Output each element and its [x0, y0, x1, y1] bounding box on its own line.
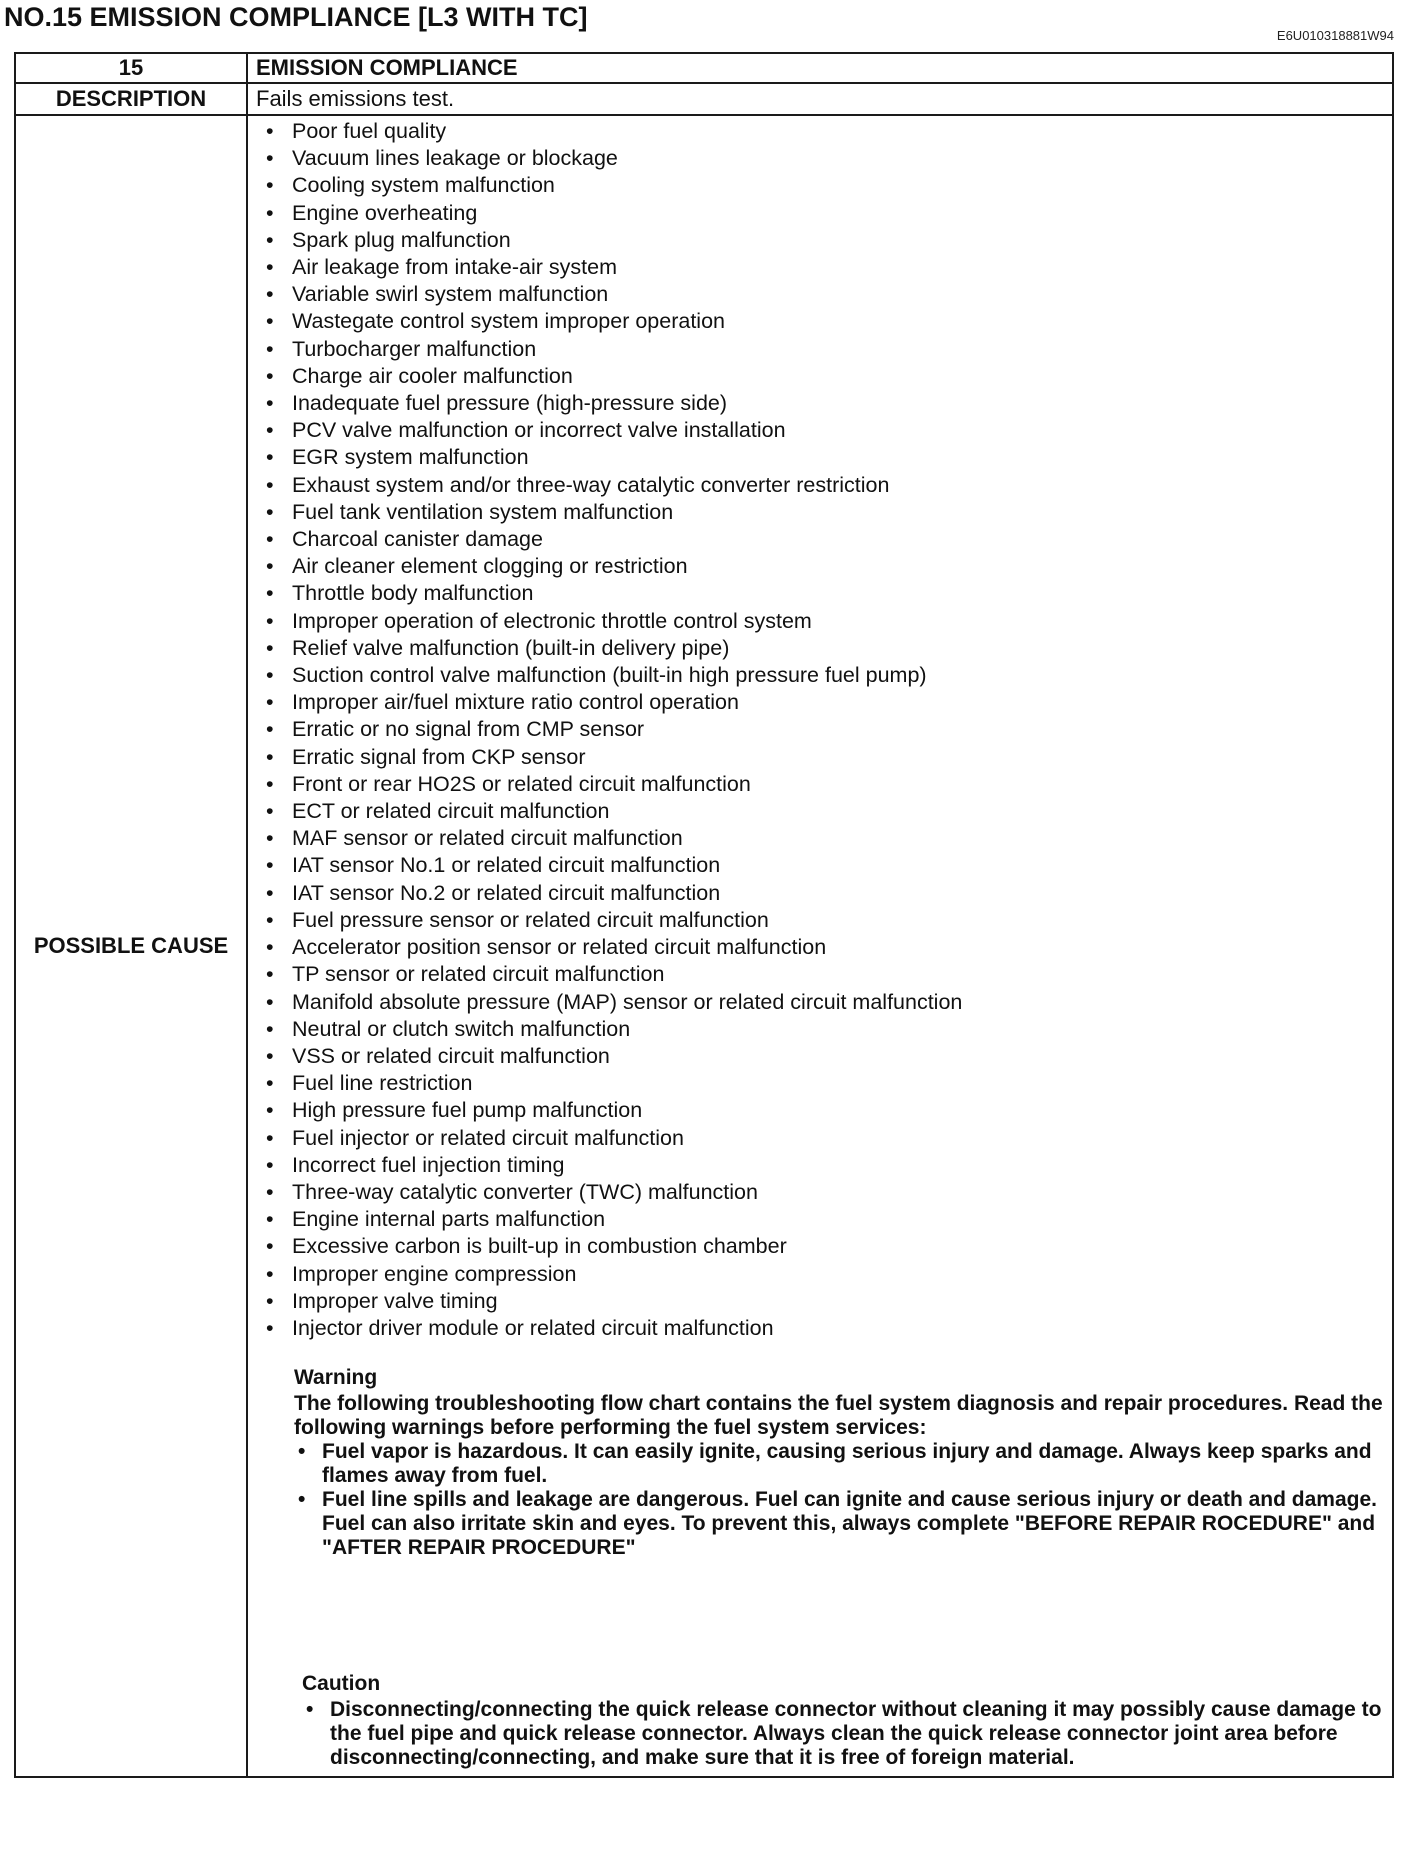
cause-item: • Fuel tank ventilation system malfunction	[256, 499, 1384, 526]
cause-item: • Exhaust system and/or three-way catalytic converter restriction	[256, 472, 1384, 499]
possible-cause-label: POSSIBLE CAUSE	[15, 115, 247, 1777]
cause-item: • Three-way catalytic converter (TWC) malfunction	[256, 1179, 1384, 1206]
warning-block	[294, 1364, 1384, 1560]
cause-item: • Poor fuel quality	[256, 118, 1384, 145]
cause-item: • Variable swirl system malfunction	[256, 281, 1384, 308]
document-code: E6U010318881W94	[1276, 28, 1394, 43]
cause-item: • Manifold absolute pressure (MAP) sensor or related circuit malfunction	[256, 989, 1384, 1016]
cause-item: • Excessive carbon is built-up in combustion chamber	[256, 1233, 1384, 1260]
cause-item: • Wastegate control system improper operation	[256, 308, 1384, 335]
cause-item: • Cooling system malfunction	[256, 172, 1384, 199]
cause-item: • MAF sensor or related circuit malfunction	[256, 825, 1384, 852]
warning-list	[294, 1440, 1384, 1560]
table-header-row	[15, 53, 1393, 83]
cause-item: • IAT sensor No.1 or related circuit malfunction	[256, 852, 1384, 879]
description-text: Fails emissions test.	[247, 83, 1393, 115]
description-row	[15, 83, 1393, 115]
cause-item: • Air leakage from intake-air system	[256, 254, 1384, 281]
cause-item: • Suction control valve malfunction (built-in high pressure fuel pump)	[256, 662, 1384, 689]
cause-item: • Vacuum lines leakage or blockage	[256, 145, 1384, 172]
cause-item: • Engine internal parts malfunction	[256, 1206, 1384, 1233]
cause-item: • Charge air cooler malfunction	[256, 363, 1384, 390]
possible-cause-row	[15, 115, 1393, 1777]
possible-cause-cell	[247, 115, 1393, 1777]
cause-item: • ECT or related circuit malfunction	[256, 798, 1384, 825]
cause-item: • Engine overheating	[256, 200, 1384, 227]
cause-item: • Fuel injector or related circuit malfunction	[256, 1125, 1384, 1152]
troubleshooting-number: 15	[15, 53, 247, 83]
cause-item: • Injector driver module or related circuit malfunction	[256, 1315, 1384, 1342]
cause-item: • Improper air/fuel mixture ratio control operation	[256, 689, 1384, 716]
warning-title: Warning	[294, 1366, 378, 1390]
cause-item: • PCV valve malfunction or incorrect valve installation	[256, 417, 1384, 444]
troubleshooting-table	[14, 52, 1394, 1778]
cause-item: • Charcoal canister damage	[256, 526, 1384, 553]
cause-item: • Throttle body malfunction	[256, 580, 1384, 607]
cause-item: • Fuel line restriction	[256, 1070, 1384, 1097]
cause-item: • Air cleaner element clogging or restriction	[256, 553, 1384, 580]
cause-item: • EGR system malfunction	[256, 444, 1384, 471]
description-label: DESCRIPTION	[15, 83, 247, 115]
troubleshooting-heading: EMISSION COMPLIANCE	[247, 53, 1393, 83]
caution-list	[302, 1698, 1384, 1770]
cause-item: • Relief valve malfunction (built-in delivery pipe)	[256, 635, 1384, 662]
cause-item: • Inadequate fuel pressure (high-pressure side)	[256, 390, 1384, 417]
cause-item: • VSS or related circuit malfunction	[256, 1043, 1384, 1070]
cause-item: • Improper engine compression	[256, 1261, 1384, 1288]
cause-item: • Incorrect fuel injection timing	[256, 1152, 1384, 1179]
page-title: NO.15 EMISSION COMPLIANCE [L3 WITH TC]	[4, 2, 588, 32]
cause-item: • Spark plug malfunction	[256, 227, 1384, 254]
cause-item: • Improper operation of electronic throttle control system	[256, 608, 1384, 635]
cause-item: • Erratic signal from CKP sensor	[256, 744, 1384, 771]
caution-item: • Disconnecting/connecting the quick release connector without cleaning it may possibly cause damage to the fuel pipe and quick release connector. Always clean the quick release connector joint area before disconnecting/connecting, and make sure that it is free of foreign material.	[302, 1698, 1384, 1770]
cause-item: • Fuel pressure sensor or related circuit malfunction	[256, 907, 1384, 934]
cause-item: • Turbocharger malfunction	[256, 336, 1384, 363]
cause-item: • High pressure fuel pump malfunction	[256, 1097, 1384, 1124]
warning-item: • Fuel line spills and leakage are dangerous. Fuel can ignite and cause serious injury or death and damage. Fuel can also irritate skin and eyes. To prevent this, always complete "BEFORE REPAIR ROCEDURE" and "AFTER REPAIR PROCEDURE"	[294, 1488, 1384, 1560]
cause-item: • IAT sensor No.2 or related circuit malfunction	[256, 880, 1384, 907]
cause-item: • TP sensor or related circuit malfunction	[256, 961, 1384, 988]
warning-item: • Fuel vapor is hazardous. It can easily ignite, causing serious injury and damage. Always keep sparks and flames away from fuel.	[294, 1440, 1384, 1488]
causes-list	[256, 118, 1384, 1342]
caution-title: Caution	[302, 1672, 381, 1696]
cause-item: • Accelerator position sensor or related circuit malfunction	[256, 934, 1384, 961]
cause-item: • Erratic or no signal from CMP sensor	[256, 716, 1384, 743]
caution-block	[302, 1670, 1384, 1770]
cause-item: • Neutral or clutch switch malfunction	[256, 1016, 1384, 1043]
warning-intro: The following troubleshooting flow chart contains the fuel system diagnosis and repair procedures. Read the following warnings before performing the fuel system services:	[294, 1392, 1383, 1440]
cause-item: • Front or rear HO2S or related circuit malfunction	[256, 771, 1384, 798]
cause-item: • Improper valve timing	[256, 1288, 1384, 1315]
